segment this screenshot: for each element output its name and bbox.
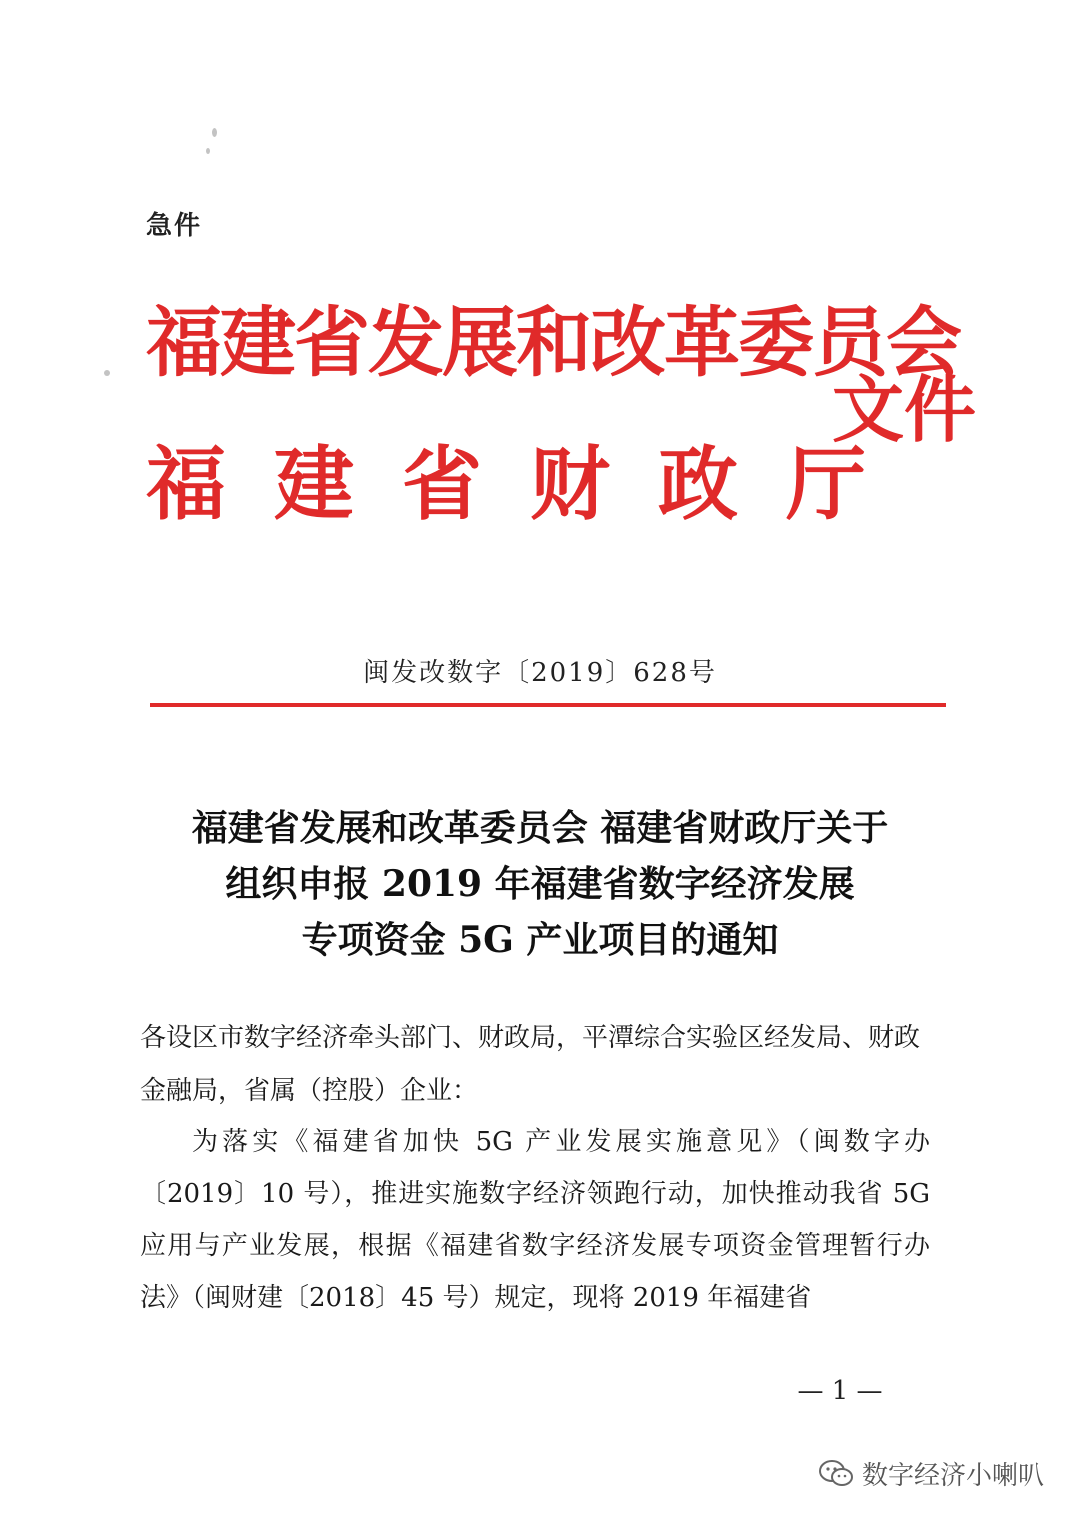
watermark — [818, 1455, 1044, 1492]
letterhead-suffix: 文件 — [832, 367, 977, 452]
wechat-icon — [818, 1459, 854, 1489]
title-line-3: 专项资金 5G 产业项目的通知 — [301, 919, 779, 961]
watermark-text: 数字经济小喇叭 — [861, 1461, 1044, 1491]
recipients: 各设区市数字经济牵头部门、财政局，平潭综合实验区经发局、财政金融局，省属（控股）企业： — [140, 1023, 921, 1106]
scan-speck — [212, 128, 217, 137]
page-number: — 1 — — [797, 1376, 883, 1406]
issuer-ndrc: 福建省发展和改革委员会 — [146, 298, 960, 387]
issuer-finance: 福建省财政厅 — [146, 437, 914, 531]
body-paragraph: 为落实《福建省加快 5G 产业发展实施意见》（闽数字办〔2019〕10 号），推进实施数字经济领跑行动，加快推动我省 5G 应用与产业发展，根据《福建省数字经济发展专项资金管理暂行办法》（闽财建〔2018〕45 号）规定，现将 2019 年福建省 — [140, 1127, 930, 1313]
red-divider — [150, 703, 946, 707]
document-title — [0, 800, 1080, 968]
scan-speck — [104, 370, 110, 376]
title-line-2: 组织申报 2019 年福建省数字经济发展 — [225, 863, 855, 905]
urgency-label: 急件 — [146, 211, 203, 241]
title-line-1: 福建省发展和改革委员会 福建省财政厅关于 — [191, 807, 889, 849]
document-number: 闽发改数字〔2019〕628号 — [363, 658, 717, 688]
scan-speck — [206, 148, 210, 154]
